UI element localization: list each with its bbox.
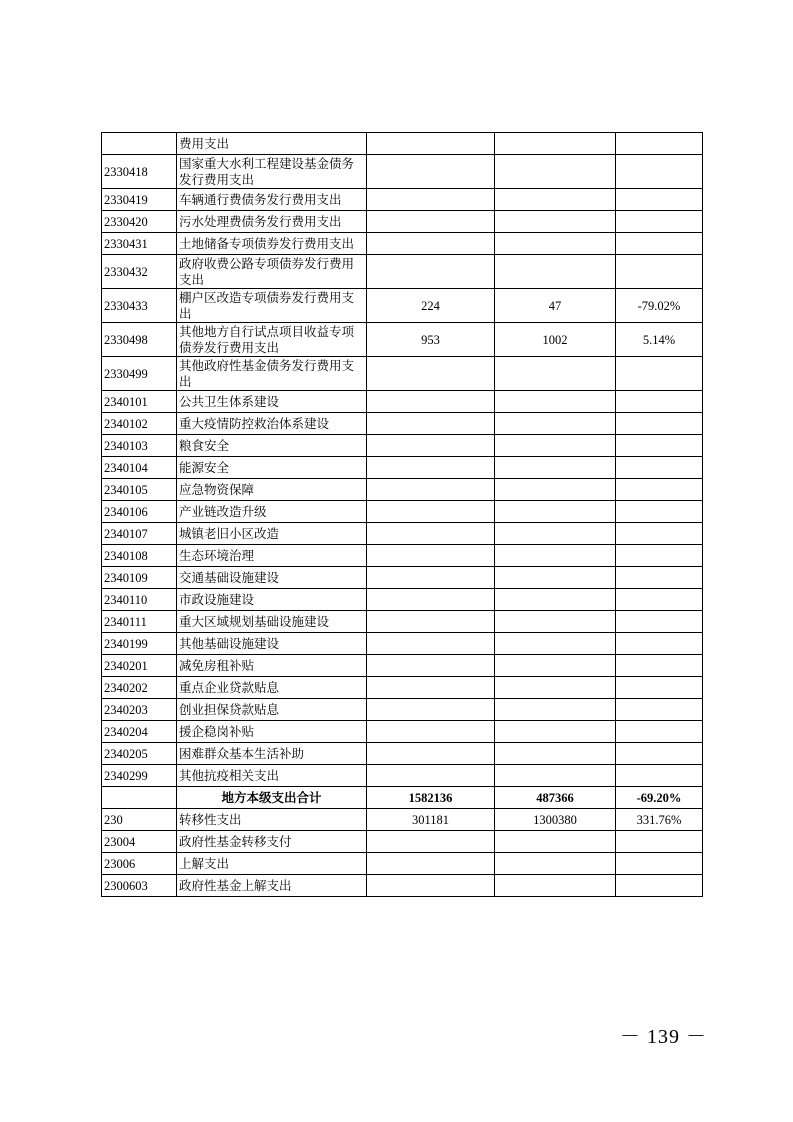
value-cell-2: 1300380 bbox=[495, 809, 616, 831]
account-code-cell: 23004 bbox=[102, 831, 177, 853]
account-code-cell: 2340103 bbox=[102, 435, 177, 457]
account-code-cell: 2300603 bbox=[102, 875, 177, 897]
change-rate-cell bbox=[616, 611, 703, 633]
value-cell-1 bbox=[367, 435, 495, 457]
value-cell-2 bbox=[495, 391, 616, 413]
item-name-cell: 困难群众基本生活补助 bbox=[177, 743, 367, 765]
item-name-cell: 转移性支出 bbox=[177, 809, 367, 831]
change-rate-cell bbox=[616, 435, 703, 457]
account-code-cell: 2340111 bbox=[102, 611, 177, 633]
change-rate-cell bbox=[616, 655, 703, 677]
value-cell-2 bbox=[495, 501, 616, 523]
item-name-cell: 地方本级支出合计 bbox=[177, 787, 367, 809]
account-code-cell: 2340203 bbox=[102, 699, 177, 721]
change-rate-cell bbox=[616, 211, 703, 233]
change-rate-cell bbox=[616, 501, 703, 523]
item-name-cell: 援企稳岗补贴 bbox=[177, 721, 367, 743]
value-cell-2 bbox=[495, 255, 616, 289]
value-cell-2 bbox=[495, 523, 616, 545]
change-rate-cell bbox=[616, 523, 703, 545]
account-code-cell: 2330420 bbox=[102, 211, 177, 233]
change-rate-cell bbox=[616, 765, 703, 787]
value-cell-1 bbox=[367, 189, 495, 211]
item-name-cell: 公共卫生体系建设 bbox=[177, 391, 367, 413]
change-rate-cell: -79.02% bbox=[616, 289, 703, 323]
value-cell-2 bbox=[495, 479, 616, 501]
value-cell-2 bbox=[495, 677, 616, 699]
value-cell-1 bbox=[367, 699, 495, 721]
value-cell-2 bbox=[495, 853, 616, 875]
account-code-cell: 2340199 bbox=[102, 633, 177, 655]
account-code-cell: 2330498 bbox=[102, 323, 177, 357]
account-code-cell: 2340201 bbox=[102, 655, 177, 677]
table-row bbox=[102, 479, 703, 501]
value-cell-1 bbox=[367, 479, 495, 501]
table-row bbox=[102, 501, 703, 523]
change-rate-cell bbox=[616, 479, 703, 501]
change-rate-cell bbox=[616, 155, 703, 189]
item-name-cell: 创业担保贷款贴息 bbox=[177, 699, 367, 721]
value-cell-2 bbox=[495, 655, 616, 677]
item-name-cell: 政府收费公路专项债券发行费用支出 bbox=[177, 255, 367, 289]
value-cell-2 bbox=[495, 233, 616, 255]
change-rate-cell: 331.76% bbox=[616, 809, 703, 831]
table-row bbox=[102, 413, 703, 435]
item-name-cell: 车辆通行费债务发行费用支出 bbox=[177, 189, 367, 211]
account-code-cell: 2340101 bbox=[102, 391, 177, 413]
account-code-cell: 230 bbox=[102, 809, 177, 831]
value-cell-1 bbox=[367, 853, 495, 875]
change-rate-cell bbox=[616, 189, 703, 211]
change-rate-cell: 5.14% bbox=[616, 323, 703, 357]
value-cell-2 bbox=[495, 413, 616, 435]
table-row bbox=[102, 589, 703, 611]
table-row bbox=[102, 523, 703, 545]
change-rate-cell bbox=[616, 743, 703, 765]
item-name-cell: 重大疫情防控救治体系建设 bbox=[177, 413, 367, 435]
value-cell-2: 47 bbox=[495, 289, 616, 323]
account-code-cell: 2340106 bbox=[102, 501, 177, 523]
account-code-cell: 2340102 bbox=[102, 413, 177, 435]
value-cell-1 bbox=[367, 233, 495, 255]
value-cell-1 bbox=[367, 655, 495, 677]
table-row bbox=[102, 765, 703, 787]
table-row bbox=[102, 831, 703, 853]
table-row bbox=[102, 655, 703, 677]
value-cell-1 bbox=[367, 413, 495, 435]
change-rate-cell bbox=[616, 567, 703, 589]
page-number: － 139 － bbox=[620, 1026, 707, 1048]
value-cell-2 bbox=[495, 545, 616, 567]
item-name-cell: 交通基础设施建设 bbox=[177, 567, 367, 589]
value-cell-2 bbox=[495, 435, 616, 457]
change-rate-cell bbox=[616, 133, 703, 155]
account-code-cell: 2330432 bbox=[102, 255, 177, 289]
change-rate-cell bbox=[616, 699, 703, 721]
account-code-cell bbox=[102, 787, 177, 809]
account-code-cell: 2330499 bbox=[102, 357, 177, 391]
value-cell-2 bbox=[495, 133, 616, 155]
value-cell-1 bbox=[367, 255, 495, 289]
item-name-cell: 其他基础设施建设 bbox=[177, 633, 367, 655]
change-rate-cell bbox=[616, 853, 703, 875]
item-name-cell: 费用支出 bbox=[177, 133, 367, 155]
change-rate-cell bbox=[616, 357, 703, 391]
account-code-cell: 2340108 bbox=[102, 545, 177, 567]
table-row bbox=[102, 289, 703, 323]
value-cell-2 bbox=[495, 633, 616, 655]
value-cell-2 bbox=[495, 589, 616, 611]
value-cell-2 bbox=[495, 611, 616, 633]
value-cell-2 bbox=[495, 457, 616, 479]
item-name-cell: 上解支出 bbox=[177, 853, 367, 875]
value-cell-2 bbox=[495, 189, 616, 211]
change-rate-cell bbox=[616, 233, 703, 255]
item-name-cell: 其他政府性基金债务发行费用支出 bbox=[177, 357, 367, 391]
item-name-cell: 土地储备专项债券发行费用支出 bbox=[177, 233, 367, 255]
account-code-cell: 2330433 bbox=[102, 289, 177, 323]
table-row bbox=[102, 435, 703, 457]
value-cell-1 bbox=[367, 831, 495, 853]
table-row bbox=[102, 545, 703, 567]
value-cell-1 bbox=[367, 391, 495, 413]
item-name-cell: 重点企业贷款贴息 bbox=[177, 677, 367, 699]
account-code-cell: 2330418 bbox=[102, 155, 177, 189]
value-cell-1 bbox=[367, 211, 495, 233]
table-row bbox=[102, 189, 703, 211]
value-cell-2 bbox=[495, 357, 616, 391]
change-rate-cell bbox=[616, 391, 703, 413]
item-name-cell: 城镇老旧小区改造 bbox=[177, 523, 367, 545]
table-row bbox=[102, 391, 703, 413]
item-name-cell: 产业链改造升级 bbox=[177, 501, 367, 523]
table-row bbox=[102, 567, 703, 589]
value-cell-2: 1002 bbox=[495, 323, 616, 357]
change-rate-cell bbox=[616, 413, 703, 435]
value-cell-1 bbox=[367, 611, 495, 633]
change-rate-cell bbox=[616, 721, 703, 743]
expenditure-table bbox=[101, 132, 703, 897]
table-row bbox=[102, 155, 703, 189]
value-cell-1 bbox=[367, 567, 495, 589]
value-cell-1 bbox=[367, 357, 495, 391]
value-cell-1: 224 bbox=[367, 289, 495, 323]
table-row bbox=[102, 255, 703, 289]
value-cell-2 bbox=[495, 211, 616, 233]
value-cell-2 bbox=[495, 875, 616, 897]
value-cell-2 bbox=[495, 721, 616, 743]
item-name-cell: 生态环境治理 bbox=[177, 545, 367, 567]
value-cell-2 bbox=[495, 155, 616, 189]
table-row bbox=[102, 633, 703, 655]
item-name-cell: 政府性基金上解支出 bbox=[177, 875, 367, 897]
table-row bbox=[102, 875, 703, 897]
table-row bbox=[102, 721, 703, 743]
value-cell-1 bbox=[367, 589, 495, 611]
value-cell-2 bbox=[495, 765, 616, 787]
table-row bbox=[102, 133, 703, 155]
change-rate-cell bbox=[616, 677, 703, 699]
item-name-cell: 应急物资保障 bbox=[177, 479, 367, 501]
item-name-cell: 棚户区改造专项债券发行费用支出 bbox=[177, 289, 367, 323]
value-cell-2 bbox=[495, 699, 616, 721]
account-code-cell: 2340204 bbox=[102, 721, 177, 743]
account-code-cell: 2340110 bbox=[102, 589, 177, 611]
account-code-cell: 2330419 bbox=[102, 189, 177, 211]
value-cell-1: 1582136 bbox=[367, 787, 495, 809]
table-row bbox=[102, 743, 703, 765]
table-row bbox=[102, 457, 703, 479]
item-name-cell: 减免房租补贴 bbox=[177, 655, 367, 677]
item-name-cell: 其他地方自行试点项目收益专项债券发行费用支出 bbox=[177, 323, 367, 357]
item-name-cell: 市政设施建设 bbox=[177, 589, 367, 611]
table-row bbox=[102, 211, 703, 233]
value-cell-1 bbox=[367, 633, 495, 655]
value-cell-1 bbox=[367, 677, 495, 699]
table-row-total bbox=[102, 787, 703, 809]
value-cell-1: 301181 bbox=[367, 809, 495, 831]
account-code-cell: 2340107 bbox=[102, 523, 177, 545]
table-row bbox=[102, 233, 703, 255]
account-code-cell: 23006 bbox=[102, 853, 177, 875]
table-body bbox=[102, 133, 703, 897]
account-code-cell: 2340104 bbox=[102, 457, 177, 479]
account-code-cell: 2340205 bbox=[102, 743, 177, 765]
item-name-cell: 能源安全 bbox=[177, 457, 367, 479]
change-rate-cell: -69.20% bbox=[616, 787, 703, 809]
table-row bbox=[102, 809, 703, 831]
value-cell-2: 487366 bbox=[495, 787, 616, 809]
change-rate-cell bbox=[616, 589, 703, 611]
item-name-cell: 政府性基金转移支付 bbox=[177, 831, 367, 853]
value-cell-2 bbox=[495, 831, 616, 853]
value-cell-1 bbox=[367, 743, 495, 765]
change-rate-cell bbox=[616, 457, 703, 479]
account-code-cell: 2340299 bbox=[102, 765, 177, 787]
value-cell-1: 953 bbox=[367, 323, 495, 357]
value-cell-1 bbox=[367, 133, 495, 155]
item-name-cell: 其他抗疫相关支出 bbox=[177, 765, 367, 787]
item-name-cell: 国家重大水利工程建设基金债务发行费用支出 bbox=[177, 155, 367, 189]
account-code-cell: 2340105 bbox=[102, 479, 177, 501]
item-name-cell: 重大区域规划基础设施建设 bbox=[177, 611, 367, 633]
table-row bbox=[102, 611, 703, 633]
value-cell-1 bbox=[367, 875, 495, 897]
value-cell-1 bbox=[367, 457, 495, 479]
change-rate-cell bbox=[616, 255, 703, 289]
value-cell-1 bbox=[367, 765, 495, 787]
table-row bbox=[102, 677, 703, 699]
account-code-cell: 2340202 bbox=[102, 677, 177, 699]
table-row bbox=[102, 357, 703, 391]
value-cell-1 bbox=[367, 155, 495, 189]
table-row bbox=[102, 853, 703, 875]
account-code-cell: 2330431 bbox=[102, 233, 177, 255]
value-cell-1 bbox=[367, 523, 495, 545]
change-rate-cell bbox=[616, 875, 703, 897]
table-row bbox=[102, 699, 703, 721]
value-cell-1 bbox=[367, 721, 495, 743]
value-cell-2 bbox=[495, 743, 616, 765]
item-name-cell: 粮食安全 bbox=[177, 435, 367, 457]
account-code-cell: 2340109 bbox=[102, 567, 177, 589]
value-cell-1 bbox=[367, 545, 495, 567]
change-rate-cell bbox=[616, 633, 703, 655]
item-name-cell: 污水处理费债务发行费用支出 bbox=[177, 211, 367, 233]
change-rate-cell bbox=[616, 831, 703, 853]
change-rate-cell bbox=[616, 545, 703, 567]
value-cell-2 bbox=[495, 567, 616, 589]
table-row bbox=[102, 323, 703, 357]
account-code-cell bbox=[102, 133, 177, 155]
value-cell-1 bbox=[367, 501, 495, 523]
